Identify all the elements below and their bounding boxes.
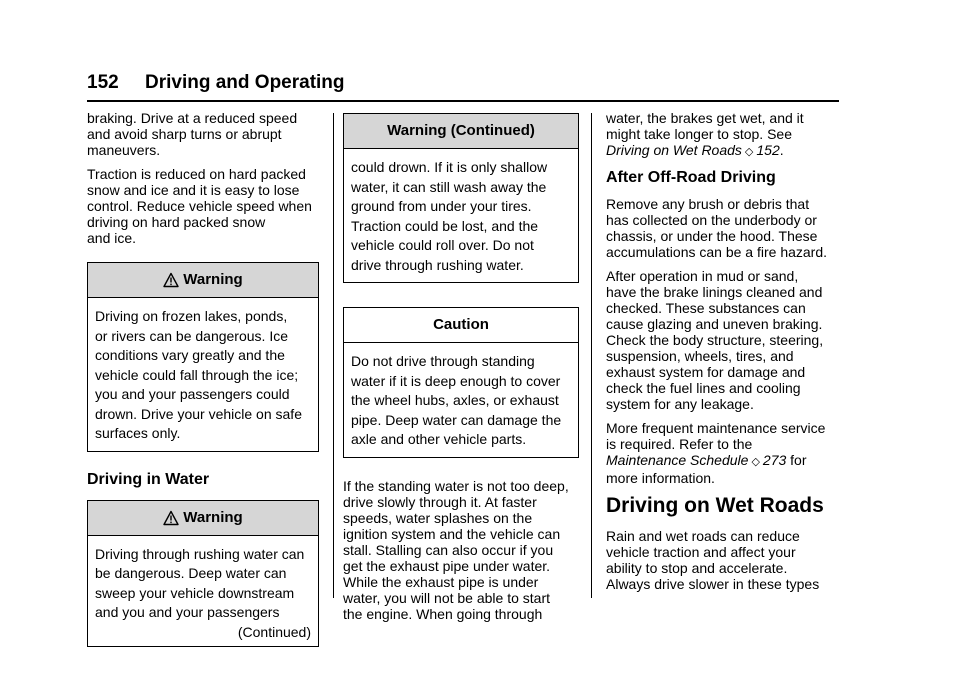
paragraph: If the standing water is not too deep, drive slowly through it. At faster speeds, water splashes on the ignition system and the vehicle can stall. Stalling can also occur if you get the exhaust pipe under water. While the exhaust pipe is under water, you will not be able to start the engine. When going through bbox=[343, 477, 569, 622]
page-number: 152 bbox=[87, 72, 119, 93]
page-reference[interactable]: 273 bbox=[762, 452, 787, 468]
column-divider-left bbox=[333, 113, 334, 598]
caution-body: Do not drive through standing water if it is deep enough to cover the wheel hubs, axles, or exhaust pipe. Deep water can damage the axle and other vehicle parts. bbox=[351, 353, 562, 447]
paragraph: Remove any brush or debris that has collected on the underbody or chassis, or under the hood. These accumulations can be a fire hazard. bbox=[606, 196, 828, 260]
paragraph: braking. Drive at a reduced speed and avoid sharp turns or abrupt maneuvers. bbox=[87, 110, 298, 158]
warning-box-header bbox=[88, 501, 318, 536]
continued-label: (Continued) bbox=[237, 623, 311, 640]
column-1 bbox=[87, 110, 319, 663]
heading-driving-on-wet-roads: Driving on Wet Roads bbox=[606, 494, 824, 517]
page-ref-icon: ◇ bbox=[751, 456, 760, 468]
column-2 bbox=[343, 113, 579, 630]
warning-box-header bbox=[88, 263, 318, 298]
paragraph: More frequent maintenance service is required. Refer to the Maintenance Schedule ◇ 273 for more information. bbox=[606, 420, 826, 486]
warning-body: Driving on frozen lakes, ponds, or rivers can be dangerous. Ice conditions vary greatly and the vehicle could fall through the ice; you and your passengers could drown. Drive your vehicle on safe surfaces only. bbox=[95, 308, 302, 441]
warning-box-header bbox=[344, 114, 578, 149]
warning-body: could drown. If it is only shallow water, it can still wash away the ground from under your tires. Traction could be lost, and the vehicle could roll over. Do not drive through rushing water. bbox=[351, 159, 548, 273]
paragraph: Rain and wet roads can reduce vehicle traction and affect your ability to stop and accelerate. Always drive slower in these types bbox=[606, 528, 820, 592]
column-3 bbox=[606, 110, 842, 600]
caution-box-header bbox=[344, 308, 578, 343]
paragraph: Traction is reduced on hard packed snow and ice and it is easy to lose control. Reduce vehicle speed when driving on hard packed snow and ice. bbox=[87, 166, 312, 246]
section-title: Driving and Operating bbox=[145, 72, 345, 93]
cross-reference-link[interactable]: Driving on Wet Roads bbox=[606, 142, 742, 158]
subheading-driving-in-water: Driving in Water bbox=[87, 470, 210, 488]
paragraph: After operation in mud or sand, have the brake linings cleaned and checked. These substances can cause glazing and uneven braking. Check the body structure, steering, suspension, wheels, tires, and exhaust system for damage and check the fuel lines and cooling system for any leakage. bbox=[606, 268, 824, 412]
paragraph: water, the brakes get wet, and it might take longer to stop. See Driving on Wet Roads ◇ 152. bbox=[606, 110, 804, 158]
warning-body: Driving through rushing water can be dangerous. Deep water can sweep your vehicle downstream and you and your passengers bbox=[95, 545, 305, 620]
warning-title: Warning (Continued) bbox=[387, 122, 535, 139]
cross-reference-link[interactable]: Maintenance Schedule bbox=[606, 452, 749, 468]
caution-box bbox=[343, 307, 579, 458]
warning-icon bbox=[163, 510, 179, 526]
warning-continued-box bbox=[343, 113, 579, 283]
warning-title: Warning bbox=[183, 508, 243, 526]
page-ref-icon: ◇ bbox=[744, 146, 754, 158]
warning-box-ice bbox=[87, 262, 319, 452]
column-divider-right bbox=[591, 113, 592, 598]
page-reference[interactable]: 152 bbox=[756, 142, 780, 158]
warning-title: Warning bbox=[183, 271, 243, 288]
subheading-after-off-road-driving: After Off-Road Driving bbox=[606, 169, 776, 186]
warning-icon bbox=[163, 272, 179, 288]
warning-box-water bbox=[87, 500, 319, 648]
caution-title: Caution bbox=[433, 316, 489, 333]
header-rule bbox=[87, 100, 839, 102]
